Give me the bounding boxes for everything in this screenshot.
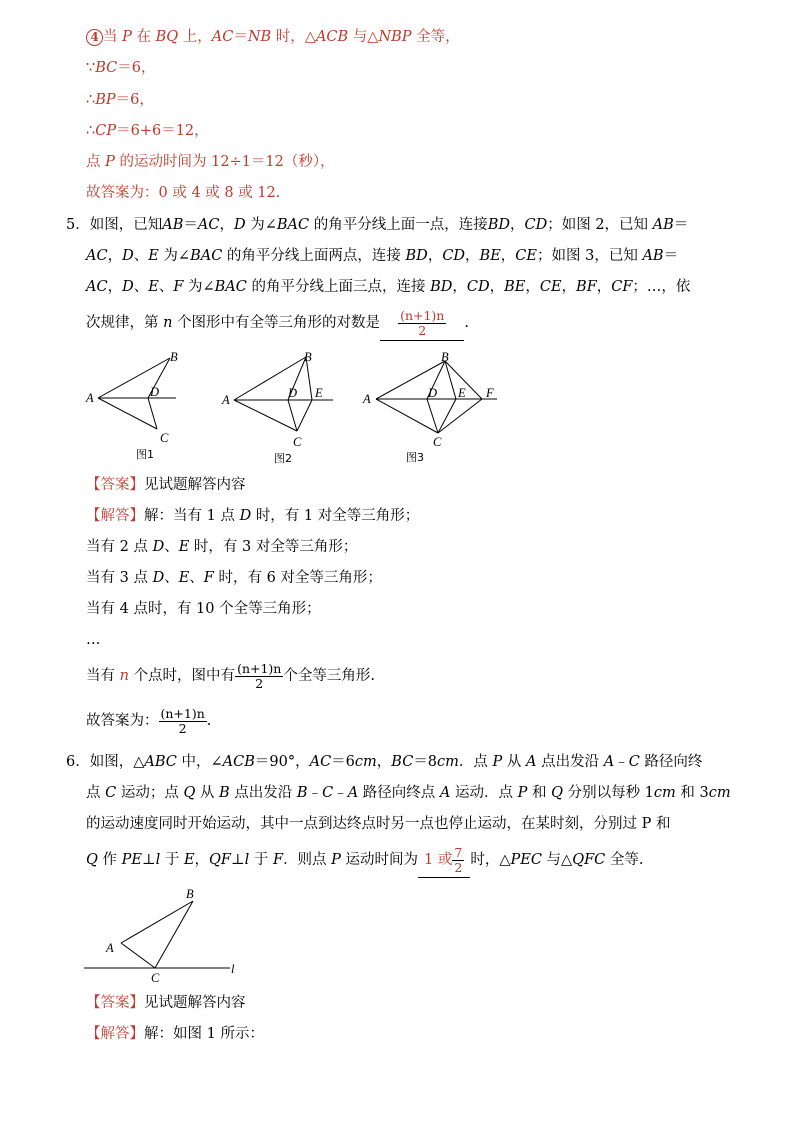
q5-line3: AC，D、E、F 为∠BAC 的角平分线上面三点，连接 BD，CD，BE，CE，BF，CF；…，依 <box>86 279 691 295</box>
q6-label-c: C <box>151 971 160 985</box>
q6-triangle <box>84 901 230 968</box>
q6-answer: 【答案】见试题解答内容 <box>86 995 246 1011</box>
q6-line4: Q 作 PE⊥l 于 E，QF⊥l 于 F．则点 P 运动时间为 1 或 $\frac{7}{2}$ 时，△PEC 与△QFC 全等. <box>86 843 643 878</box>
fig1-label-c: C <box>160 431 169 445</box>
q6-label-b: B <box>186 887 194 901</box>
part4-line5: 点 P 的运动时间为 12÷1＝12（秒）， <box>86 154 335 170</box>
q5-solution-line1: 【解答】解：当有 1 点 D 时，有 1 对全等三角形； <box>86 508 420 524</box>
q5-line2: AC，D、E 为∠BAC 的角平分线上面两点，连接 BD，CD，BE，CE；如图 3，已知 AB＝ <box>86 248 679 264</box>
q6-label-l: l <box>231 962 235 976</box>
q6-answer-blank: 1 或 $\frac{7}{2}$ <box>418 843 470 878</box>
q5-figures <box>80 345 510 470</box>
part4-line3: ∴BP＝6， <box>86 92 154 108</box>
fig2-label-b: B <box>304 350 312 364</box>
q5-solution-line2: 当有 2 点 D、E 时，有 3 对全等三角形； <box>86 539 358 555</box>
q6-line3: 的运动速度同时开始运动，其中一点到达终点时另一点也停止运动，在某时刻，分别过 P 和 <box>86 816 671 832</box>
circled-number-icon: 4 <box>86 29 103 46</box>
fig3-caption: 图3 <box>406 451 424 464</box>
figure-1 <box>98 358 176 429</box>
q5-solution-line3: 当有 3 点 D、E、F 时，有 6 对全等三角形； <box>86 570 382 586</box>
fig3-label-a: A <box>363 392 371 406</box>
q5-line1: 5．如图，已知AB＝AC，D 为∠BAC 的角平分线上面一点，连接BD，CD；如图 2，已知 AB＝ <box>66 217 689 233</box>
q5-solution-line4: 当有 4 点时，有 10 个全等三角形； <box>86 601 321 617</box>
fig3-label-d: D <box>428 386 438 400</box>
fig2-caption: 图2 <box>274 452 292 465</box>
fig1-caption: 图1 <box>136 448 154 461</box>
fig2-label-a: A <box>222 393 230 407</box>
part4-line2: ∵BC＝6， <box>86 60 156 76</box>
q6-label-a: A <box>106 941 114 955</box>
fig3-label-b: B <box>441 350 449 364</box>
fig3-label-c: C <box>433 435 442 449</box>
q6-figure <box>80 882 260 987</box>
fig2-label-e: E <box>315 386 323 400</box>
q5-answer: 【答案】见试题解答内容 <box>86 477 246 493</box>
fig3-label-f: F <box>486 386 494 400</box>
q6-solution: 【解答】解：如图 1 所示： <box>86 1026 264 1042</box>
fig2-label-d: D <box>288 386 298 400</box>
q5-answer-blank: $\frac{(n+1)n}{2}$ <box>380 306 464 341</box>
q5-solution-line5: … <box>86 632 101 648</box>
fig1-label-b: B <box>170 350 178 364</box>
q5-line4: 次规律，第 n 个图形中有全等三角形的对数是 $\frac{(n+1)n}{2}$ . <box>86 306 469 341</box>
q6-line2: 点 C 运动；点 Q 从 B 点出发沿 B﹣C﹣A 路径向终点 A 运动．点 P 和 Q 分别以每秒 1cm 和 3cm <box>86 785 731 801</box>
part4-line6: 故答案为：0 或 4 或 8 或 12. <box>86 185 281 201</box>
part4-line4: ∴CP＝6+6＝12， <box>86 123 209 139</box>
fig1-label-d: D <box>150 385 160 399</box>
fig1-label-a: A <box>86 391 94 405</box>
q6-line1: 6．如图，△ABC 中，∠ACB＝90°，AC＝6cm，BC＝8cm．点 P 从 A 点出发沿 A﹣C 路径向终 <box>66 754 703 770</box>
q5-solution-line7: 故答案为： $\frac{(n+1)n}{2}$ . <box>86 705 212 736</box>
fig3-label-e: E <box>458 386 466 400</box>
q5-solution-line6: 当有 n 个点时，图中有 $\frac{(n+1)n}{2}$ 个全等三角形. <box>86 660 375 691</box>
fig2-label-c: C <box>293 435 302 449</box>
part4-line1: 4 当 P 在 BQ 上，AC＝NB 时，△ACB 与△NBP 全等， <box>86 27 460 47</box>
